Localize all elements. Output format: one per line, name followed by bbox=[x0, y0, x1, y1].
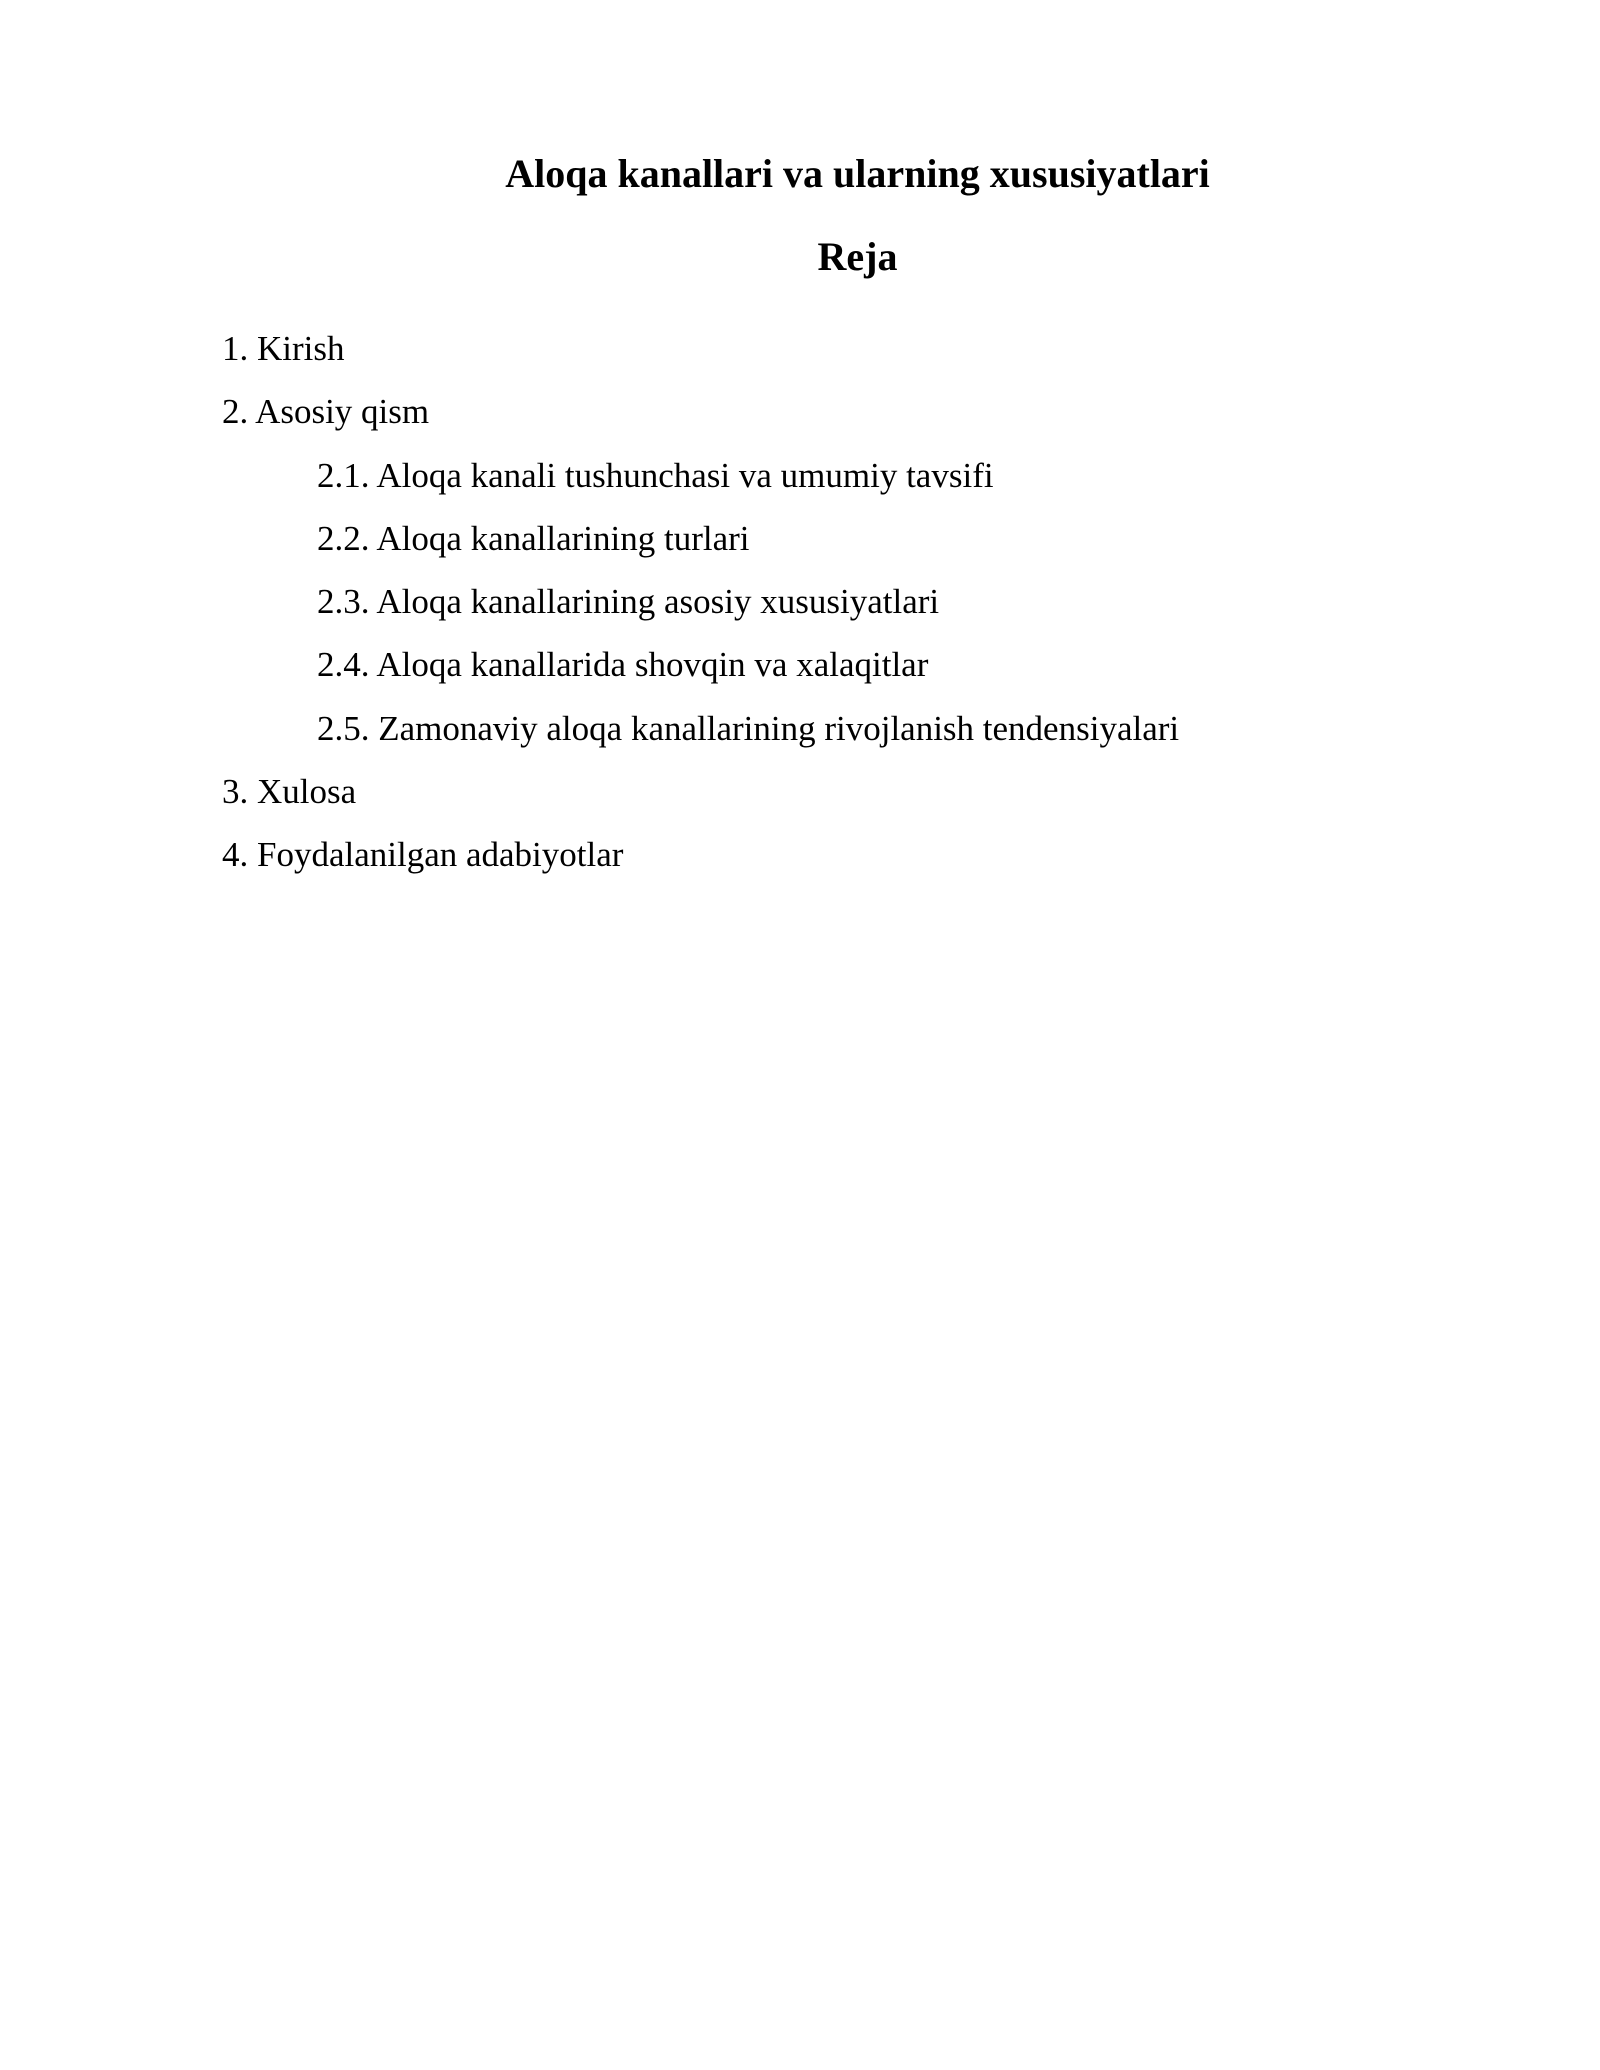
document-title: Aloqa kanallari va ularning xususiyatlari bbox=[505, 151, 1210, 196]
plan-subitem-channel-types: 2.2. Aloqa kanallarining turlari bbox=[317, 518, 750, 558]
plan-subitem-trends: 2.5. Zamonaviy aloqa kanallarining rivojlanish tendensiyalari bbox=[317, 708, 1180, 748]
plan-heading: Reja bbox=[817, 234, 898, 279]
plan-item-conclusion: 3. Xulosa bbox=[222, 772, 357, 812]
plan-item-references: 4. Foydalanilgan adabiyotlar bbox=[222, 835, 624, 875]
plan-subitem-channel-concept: 2.1. Aloqa kanali tushunchasi va umumiy tavsifi bbox=[317, 455, 994, 495]
plan-list bbox=[222, 317, 1179, 887]
plan-item-main-part: 2. Asosiy qism bbox=[222, 392, 430, 432]
plan-subitem-channel-properties: 2.3. Aloqa kanallarining asosiy xususiyatlari bbox=[317, 582, 940, 622]
plan-subitem-noise: 2.4. Aloqa kanallarida shovqin va xalaqitlar bbox=[317, 645, 929, 685]
plan-item-introduction: 1. Kirish bbox=[222, 329, 345, 368]
